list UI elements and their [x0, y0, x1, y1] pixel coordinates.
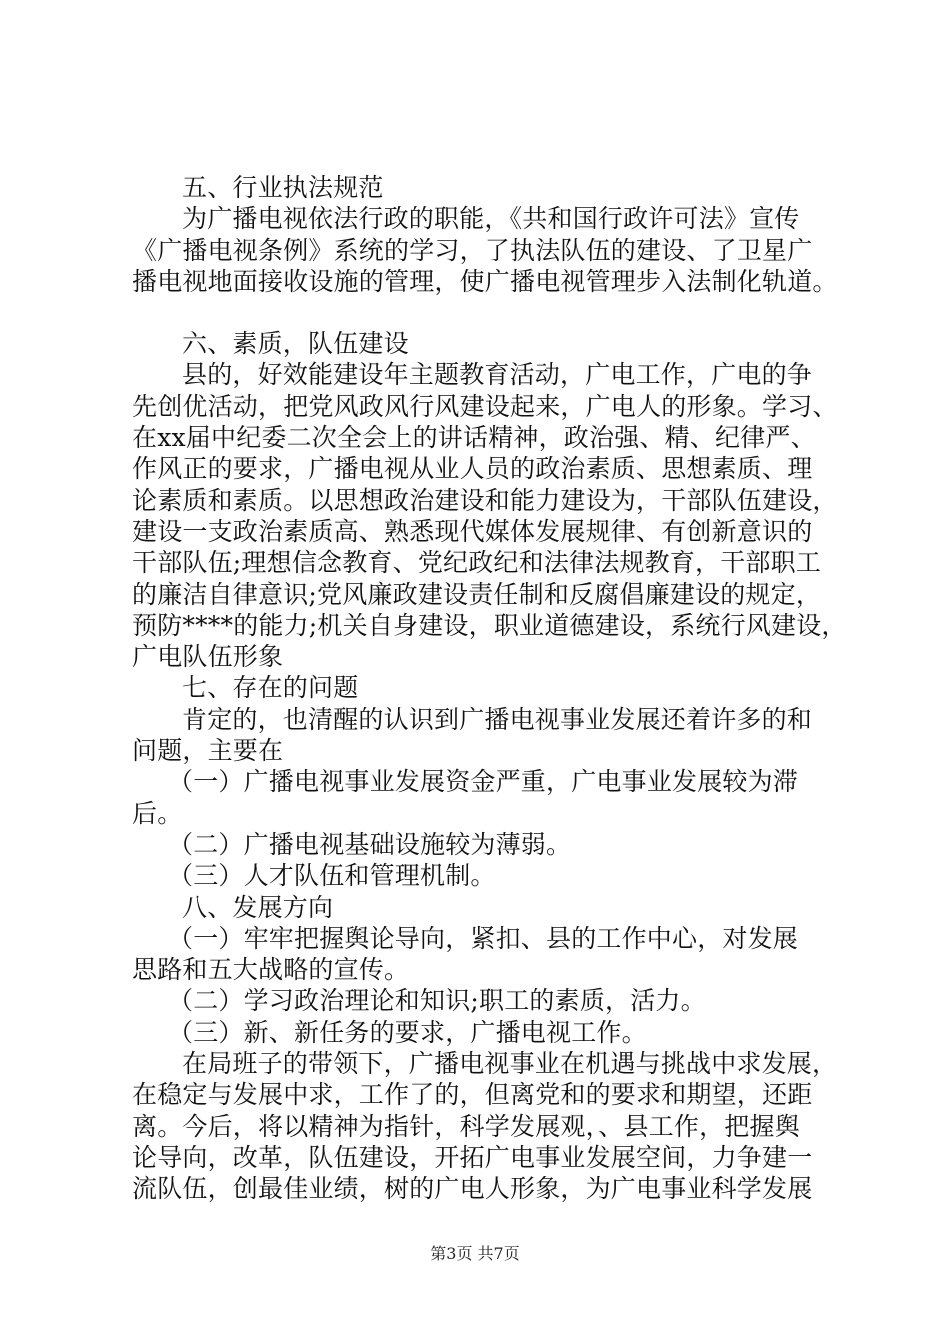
text-line: 流队伍，创最佳业绩，树的广电人形象，为广电事业科学发展 — [132, 1174, 813, 1204]
text-line: 为广播电视依法行政的职能，《共和国行政许可法》宣传 — [182, 204, 800, 234]
text-line: 问题，主要在 — [132, 736, 284, 766]
text-line: 八、发展方向 — [182, 892, 334, 922]
text-line: 五、行业执法规范 — [182, 173, 384, 202]
text-line: 论素质和素质。以思想政治建设和能力建设为，干部队伍建设， — [132, 485, 838, 515]
text-line: 作风正的要求，广播电视从业人员的政治素质、思想素质、理 — [132, 454, 813, 484]
text-line: 广电队伍形象 — [132, 642, 284, 672]
text-line: 七、存在的问题 — [182, 673, 359, 703]
text-line: 思路和五大战略的宣传。 — [132, 955, 410, 985]
text-line: 的廉洁自律意识;党风廉政建设责任制和反腐倡廉建设的规定， — [132, 579, 822, 609]
text-line: 先创优活动，把党风政风行风建设起来，广电人的形象。学习、 — [132, 391, 838, 421]
text-line: 播电视地面接收设施的管理，使广播电视管理步入法制化轨道。 — [132, 266, 838, 296]
text-line: 县的，好效能建设年主题教育活动，广电工作，广电的争 — [182, 360, 813, 390]
text-line: （一）牢牢把握舆论导向，紧扣、县的工作中心，对发展 — [168, 923, 799, 953]
paragraph-gap — [132, 297, 852, 328]
text-line: 肯定的，也清醒的认识到广播电视事业发展还着许多的和 — [182, 704, 813, 734]
document-body — [132, 172, 852, 1205]
text-line: 在局班子的带领下，广播电视事业在机遇与挑战中求发展， — [182, 1049, 838, 1079]
text-line: 《广播电视条例》系统的学习，了执法队伍的建设、了卫星广 — [132, 235, 813, 265]
text-line: 六、素质，队伍建设 — [182, 329, 409, 359]
text-line: （一）广播电视事业发展资金严重，广电事业发展较为滞 — [168, 767, 799, 797]
text-line: （三）新、新任务的要求，广播电视工作。 — [168, 1017, 647, 1047]
text-line: 在xx届中纪委二次全会上的讲话精神，政治强、精、纪律严、 — [132, 423, 816, 453]
text-line: （二）广播电视基础设施较为薄弱。 — [168, 829, 572, 859]
text-line: 在稳定与发展中求，工作了的，但离党和的要求和期望，还距 — [132, 1080, 813, 1110]
text-line: 后。 — [132, 798, 183, 828]
text-line: （二）学习政治理论和知识;职工的素质，活力。 — [168, 986, 706, 1016]
page-footer: 第3页 共7页 — [430, 1244, 520, 1263]
text-line: 建设一支政治素质高、熟悉现代媒体发展规律、有创新意识的 — [132, 516, 813, 546]
text-line: 离。今后，将以精神为指针，科学发展观，、县工作，把握舆 — [132, 1111, 800, 1141]
text-line: 论导向，改革，队伍建设，开拓广电事业发展空间，力争建一 — [132, 1142, 813, 1172]
text-line: 预防****的能力;机关自身建设，职业道德建设，系统行风建设， — [132, 610, 847, 640]
text-line: （三）人才队伍和管理机制。 — [168, 861, 496, 891]
text-line: 干部队伍;理想信念教育、党纪政纪和法律法规教育，干部职工 — [132, 548, 822, 578]
